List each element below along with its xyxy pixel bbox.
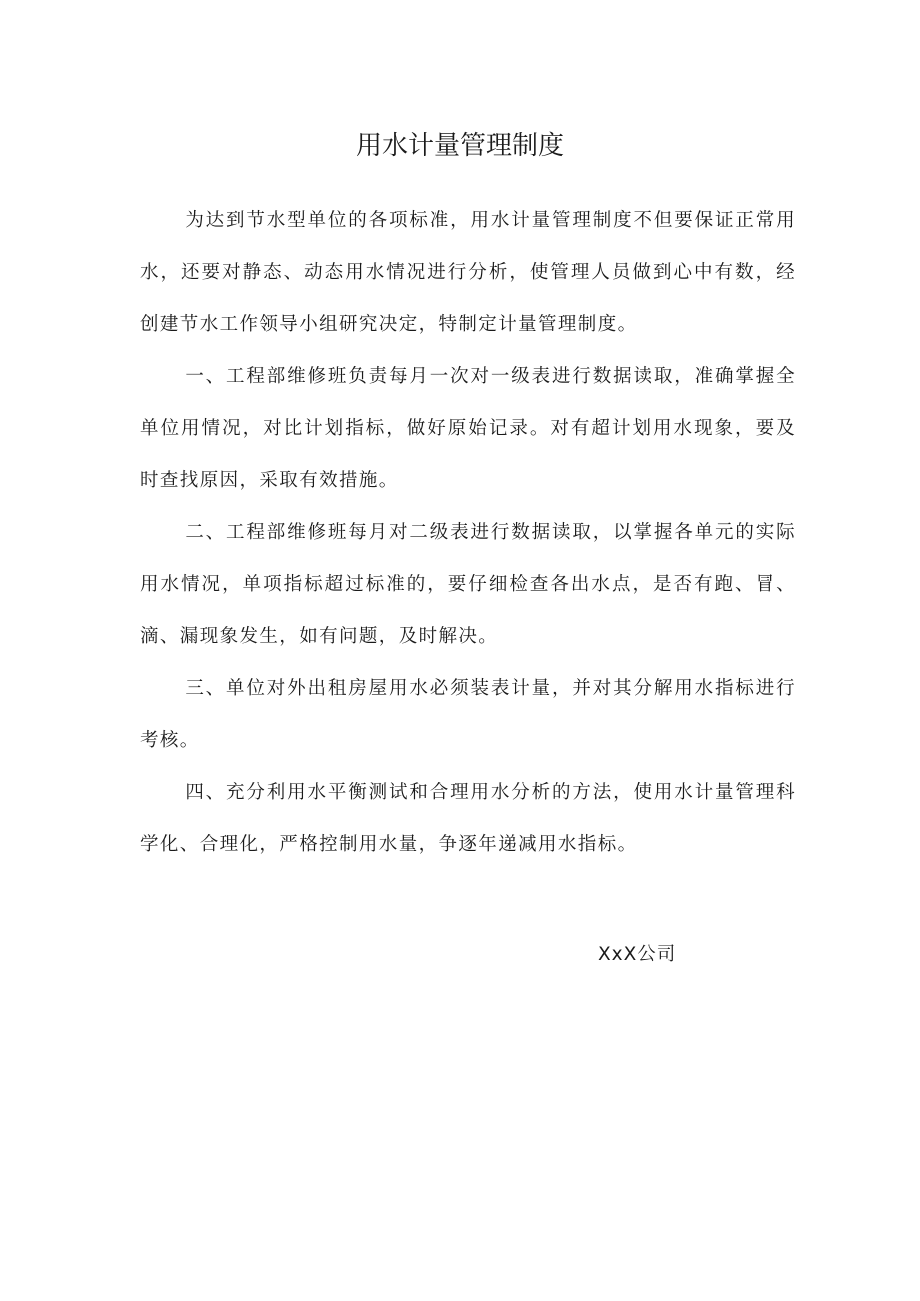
- paragraph-item-3: 三、单位对外出租房屋用水必须装表计量，并对其分解用水指标进行考核。: [140, 678, 796, 751]
- document-body: [140, 195, 796, 871]
- document-title: 用水计量管理制度: [355, 131, 564, 161]
- paragraph-item-1: 一、工程部维修班负责每月一次对一级表进行数据读取，准确掌握全单位用情况，对比计划指标，做好原始记录。对有超计划用水现象，要及时查找原因，采取有效措施。: [140, 366, 796, 491]
- paragraph-item-2: 二、工程部维修班每月对二级表进行数据读取，以掌握各单元的实际用水情况，单项指标超过标准的，要仔细检查各出水点，是否有跑、冒、滴、漏现象发生，如有问题，及时解决。: [140, 522, 796, 647]
- paragraph-intro: 为达到节水型单位的各项标准，用水计量管理制度不但要保证正常用水，还要对静态、动态用水情况进行分析，使管理人员做到心中有数，经创建节水工作领导小组研究决定，特制定计量管理制度。: [140, 210, 796, 335]
- paragraph-item-4: 四、充分利用水平衡测试和合理用水分析的方法，使用水计量管理科学化、合理化，严格控制用水量，争逐年递减用水指标。: [140, 782, 796, 855]
- company-signature: XxX公司: [598, 944, 677, 965]
